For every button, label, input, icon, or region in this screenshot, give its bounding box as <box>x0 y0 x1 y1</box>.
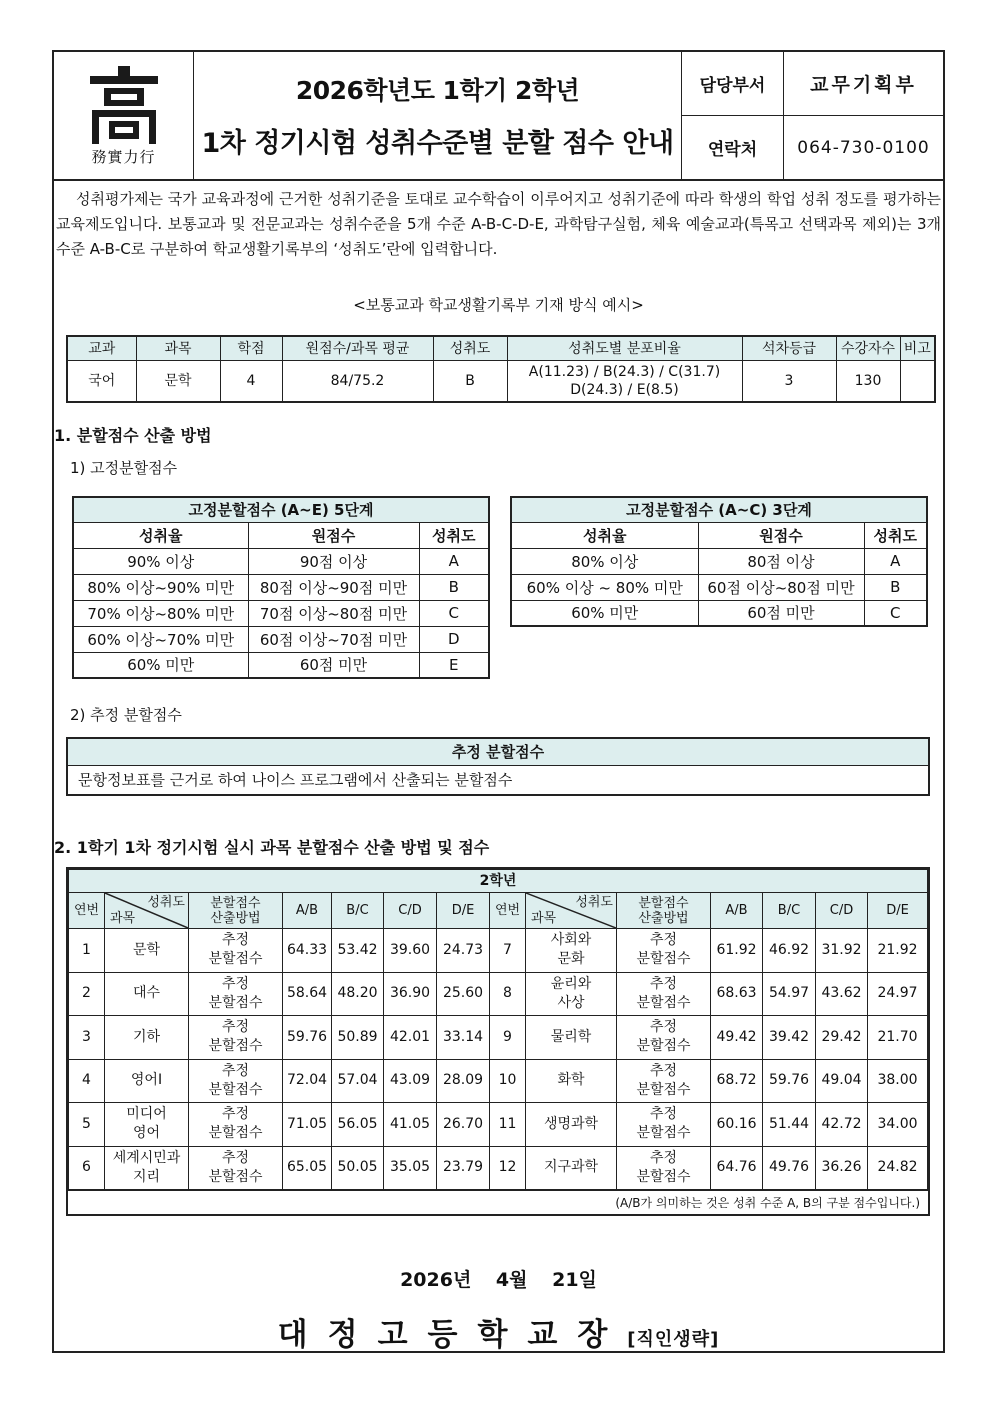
score-bc: 49.76 <box>763 1146 816 1190</box>
col-subject-achievement <box>105 893 189 929</box>
score-bc: 56.05 <box>332 1103 384 1147</box>
score-cd: 42.01 <box>384 1016 437 1060</box>
column-header: 성취율 <box>511 522 698 548</box>
method-cell <box>189 1103 283 1147</box>
document-frame <box>52 50 945 1353</box>
score-cd: 41.05 <box>384 1103 437 1147</box>
score-cd: 31.92 <box>816 929 868 973</box>
method-line-1: 추정 <box>649 932 678 949</box>
col-ab: A/B <box>283 893 332 929</box>
score-de: 25.60 <box>437 972 490 1016</box>
score-cd: 43.62 <box>816 972 868 1016</box>
subject-line-1: 세계시민과 <box>112 1149 181 1166</box>
method-line-2: 분할점수 <box>636 1081 691 1098</box>
table-row <box>73 626 489 652</box>
seal-note: [직인생략] <box>627 1329 720 1350</box>
score-cd: 36.90 <box>384 972 437 1016</box>
method-line-1: 추정 <box>221 975 250 992</box>
method-cell <box>617 929 711 973</box>
col-no: 연번 <box>69 893 105 929</box>
title-block <box>194 52 682 179</box>
score-ab: 60.16 <box>711 1103 763 1147</box>
cell: 80점 이상 <box>698 548 864 574</box>
method-line-2: 분할점수 <box>208 1125 263 1142</box>
subject-line-1: 물리학 <box>550 1028 592 1045</box>
col-cd: C/D <box>384 893 437 929</box>
principal-name: 대정고등학교장 <box>277 1317 628 1353</box>
header-cell: 교과 <box>67 336 136 360</box>
cell: 60% 미만 <box>73 652 248 678</box>
method-line-1: 추정 <box>649 975 678 992</box>
header-cell: 성취도별 분포비율 <box>507 336 742 360</box>
column-header: 성취도 <box>419 522 489 548</box>
method-line-2: 분할점수 <box>636 951 691 968</box>
subject-line-2: 영어 <box>132 1125 161 1142</box>
score-bc: 51.44 <box>763 1103 816 1147</box>
score-de: 24.82 <box>868 1146 928 1190</box>
cell: B <box>864 574 927 600</box>
method-cell <box>617 1059 711 1103</box>
method-line-1: 추정 <box>649 1019 678 1036</box>
score-cd: 35.05 <box>384 1146 437 1190</box>
score-bc: 53.42 <box>332 929 384 973</box>
score-cd: 29.42 <box>816 1016 868 1060</box>
score-ab: 68.72 <box>711 1059 763 1103</box>
score-body <box>69 929 928 1190</box>
score-bc: 46.92 <box>763 929 816 973</box>
distribution-cell <box>507 360 742 402</box>
method-header-line-1: 분할점수 <box>638 895 689 911</box>
subject-line-2: 지리 <box>132 1168 161 1185</box>
col-cd: C/D <box>816 893 868 929</box>
table-row <box>69 1103 928 1147</box>
example-data-row <box>67 360 935 402</box>
method-line-2: 분할점수 <box>208 951 263 968</box>
row-number: 3 <box>69 1016 105 1060</box>
score-cd: 43.09 <box>384 1059 437 1103</box>
estimated-description: 문항정보표를 근거로 하여 나이스 프로그램에서 산출되는 분할점수 <box>67 765 929 795</box>
subject-cell <box>105 1103 189 1147</box>
example-caption: <보통교과 학교생활기록부 기재 방식 예시> <box>353 296 644 314</box>
row-number: 5 <box>69 1103 105 1147</box>
method-cell <box>189 1059 283 1103</box>
method-cell <box>617 972 711 1016</box>
title-line-2: 1차 정기시험 성취수준별 분할 점수 안내 <box>201 128 674 159</box>
method-cell <box>189 929 283 973</box>
grade-label: 2학년 <box>69 870 928 893</box>
score-table <box>68 869 928 1190</box>
cell: 70% 이상~80% 미만 <box>73 600 248 626</box>
cell: 60점 이상~70점 미만 <box>248 626 419 652</box>
contact-row <box>682 116 943 179</box>
method-line-1: 추정 <box>221 1062 250 1079</box>
cell: 80% 이상~90% 미만 <box>73 574 248 600</box>
table-caption: 추정 분할점수 <box>67 738 929 765</box>
score-ab: 64.76 <box>711 1146 763 1190</box>
method-line-2: 분할점수 <box>208 1081 263 1098</box>
cell: B <box>433 360 507 402</box>
method-line-2: 분할점수 <box>208 1038 263 1055</box>
cell: 80점 이상~90점 미만 <box>248 574 419 600</box>
achievement-label: 성취도 <box>575 895 613 910</box>
dept-row <box>682 52 943 116</box>
fixed-3-table <box>510 496 928 627</box>
table-row <box>73 548 489 574</box>
table-row <box>69 1146 928 1190</box>
table-row <box>73 652 489 678</box>
row-number: 9 <box>490 1016 526 1060</box>
subject-cell <box>526 972 617 1016</box>
col-ab: A/B <box>711 893 763 929</box>
subject-cell <box>526 1103 617 1147</box>
header-cell: 수강자수 <box>836 336 900 360</box>
cell: E <box>419 652 489 678</box>
score-cd: 36.26 <box>816 1146 868 1190</box>
col-method <box>617 893 711 929</box>
method-line-1: 추정 <box>221 1019 250 1036</box>
cell: 60점 미만 <box>248 652 419 678</box>
score-de: 24.73 <box>437 929 490 973</box>
estimated-table <box>66 737 930 796</box>
score-bc: 50.05 <box>332 1146 384 1190</box>
col-method <box>189 893 283 929</box>
subject-line-1: 영어Ⅰ <box>130 1072 163 1089</box>
score-ab: 72.04 <box>283 1059 332 1103</box>
method-cell <box>189 1146 283 1190</box>
score-ab: 65.05 <box>283 1146 332 1190</box>
dist-line-2: D(24.3) / E(8.5) <box>570 381 679 398</box>
method-cell <box>617 1103 711 1147</box>
method-line-2: 분할점수 <box>636 1168 691 1185</box>
dist-line-1: A(11.23) / B(24.3) / C(31.7) <box>528 363 721 380</box>
subject-cell <box>526 1146 617 1190</box>
school-emblem-icon <box>84 64 164 144</box>
dept-value: 교무기획부 <box>810 74 917 96</box>
header <box>54 52 943 181</box>
subject-cell <box>105 1059 189 1103</box>
row-number: 8 <box>490 972 526 1016</box>
cell: A <box>419 548 489 574</box>
row-number: 1 <box>69 929 105 973</box>
score-de: 38.00 <box>868 1059 928 1103</box>
cell: 60점 미만 <box>698 600 864 626</box>
cell: 130 <box>836 360 900 402</box>
score-header-row <box>69 893 928 929</box>
subject-cell <box>526 929 617 973</box>
cell: 60% 이상 ~ 80% 미만 <box>511 574 698 600</box>
method-cell <box>189 1016 283 1060</box>
score-ab: 68.63 <box>711 972 763 1016</box>
fixed-5-table <box>72 496 490 679</box>
cell: 문학 <box>136 360 220 402</box>
table-row <box>69 1059 928 1103</box>
row-number: 7 <box>490 929 526 973</box>
cell: A <box>864 548 927 574</box>
method-cell <box>189 972 283 1016</box>
method-line-1: 추정 <box>649 1106 678 1123</box>
row-number: 11 <box>490 1103 526 1147</box>
score-ab: 61.92 <box>711 929 763 973</box>
method-cell <box>617 1016 711 1060</box>
dept-label: 담당부서 <box>682 52 784 115</box>
cell <box>900 360 935 402</box>
cell: 60% 미만 <box>511 600 698 626</box>
cell: 84/75.2 <box>282 360 433 402</box>
achievement-label: 성취도 <box>147 895 185 910</box>
score-bc: 54.97 <box>763 972 816 1016</box>
method-line-2: 분할점수 <box>636 994 691 1011</box>
subject-line-1: 생명과학 <box>543 1115 599 1132</box>
subject-cell <box>526 1016 617 1060</box>
contact-value: 064-730-0100 <box>797 137 930 158</box>
subsection-fixed-title: 1) 고정분할점수 <box>70 459 178 477</box>
method-line-1: 추정 <box>649 1149 678 1166</box>
school-logo <box>54 52 194 179</box>
subject-cell <box>105 929 189 973</box>
score-de: 23.79 <box>437 1146 490 1190</box>
principal-signature <box>54 1309 943 1354</box>
subject-line-2: 문화 <box>557 951 585 968</box>
score-de: 34.00 <box>868 1103 928 1147</box>
table-row <box>511 600 927 626</box>
score-de: 21.70 <box>868 1016 928 1060</box>
subject-cell <box>105 1146 189 1190</box>
subject-label: 과목 <box>531 911 557 926</box>
subject-line-2: 사상 <box>557 994 585 1011</box>
col-no: 연번 <box>490 893 526 929</box>
section-1-title: 1. 분할점수 산출 방법 <box>54 426 212 445</box>
score-de: 28.09 <box>437 1059 490 1103</box>
title-line-1: 2026학년도 1학기 2학년 <box>295 76 580 105</box>
cell: 80% 이상 <box>511 548 698 574</box>
score-de: 26.70 <box>437 1103 490 1147</box>
subject-line-1: 기하 <box>132 1028 161 1045</box>
subject-cell <box>105 1016 189 1060</box>
score-ab: 71.05 <box>283 1103 332 1147</box>
col-bc: B/C <box>332 893 384 929</box>
cell: C <box>419 600 489 626</box>
score-cd: 39.60 <box>384 929 437 973</box>
header-cell: 원점수/과목 평균 <box>282 336 433 360</box>
row-number: 12 <box>490 1146 526 1190</box>
subject-line-1: 문학 <box>132 941 161 958</box>
method-line-2: 분할점수 <box>636 1125 691 1142</box>
col-de: D/E <box>868 893 928 929</box>
subject-cell <box>105 972 189 1016</box>
cell: B <box>419 574 489 600</box>
table-row <box>511 574 927 600</box>
subject-line-1: 대수 <box>132 985 161 1002</box>
header-cell: 비고 <box>900 336 935 360</box>
contact-info <box>682 52 943 179</box>
col-de: D/E <box>437 893 490 929</box>
method-line-1: 추정 <box>221 932 250 949</box>
cell: 국어 <box>67 360 136 402</box>
score-bc: 48.20 <box>332 972 384 1016</box>
score-bc: 50.89 <box>332 1016 384 1060</box>
score-bc: 59.76 <box>763 1059 816 1103</box>
score-note: (A/B가 의미하는 것은 성취 수준 A, B의 구분 점수입니다.) <box>68 1190 928 1214</box>
score-ab: 49.42 <box>711 1016 763 1060</box>
table-row <box>69 972 928 1016</box>
method-header-line-1: 분할점수 <box>210 895 261 911</box>
subject-line-1: 지구과학 <box>543 1159 599 1176</box>
col-subject-achievement <box>526 893 617 929</box>
cell: 4 <box>220 360 282 402</box>
subsection-estimated-title: 2) 추정 분할점수 <box>70 706 182 724</box>
score-de: 24.97 <box>868 972 928 1016</box>
table-caption: 고정분할점수 (A~E) 5단계 <box>73 497 489 522</box>
col-bc: B/C <box>763 893 816 929</box>
method-line-2: 분할점수 <box>208 1168 263 1185</box>
example-header-row <box>67 336 935 360</box>
subject-line-1: 사회와 <box>550 932 592 949</box>
row-number: 6 <box>69 1146 105 1190</box>
method-line-1: 추정 <box>221 1106 250 1123</box>
score-de: 33.14 <box>437 1016 490 1060</box>
score-cd: 49.04 <box>816 1059 868 1103</box>
table-row <box>73 574 489 600</box>
cell: 90% 이상 <box>73 548 248 574</box>
column-header: 원점수 <box>248 522 419 548</box>
method-header-line-2: 산출방법 <box>210 910 261 926</box>
method-line-1: 추정 <box>649 1062 678 1079</box>
contact-label: 연락처 <box>682 116 784 179</box>
method-line-1: 추정 <box>221 1149 250 1166</box>
method-header-line-2: 산출방법 <box>638 910 689 926</box>
issue-date: 2026년 4월 21일 <box>400 1269 597 1291</box>
column-header: 원점수 <box>698 522 864 548</box>
score-ab: 64.33 <box>283 929 332 973</box>
cell: 70점 이상~80점 미만 <box>248 600 419 626</box>
method-cell <box>617 1146 711 1190</box>
subject-line-1: 윤리와 <box>550 975 592 992</box>
subject-line-1: 화학 <box>557 1072 585 1089</box>
score-table-container <box>66 867 930 1216</box>
table-row <box>69 1016 928 1060</box>
table-caption: 고정분할점수 (A~C) 3단계 <box>511 497 927 522</box>
header-cell: 과목 <box>136 336 220 360</box>
score-ab: 59.76 <box>283 1016 332 1060</box>
table-row <box>69 929 928 973</box>
score-ab: 58.64 <box>283 972 332 1016</box>
method-line-2: 분할점수 <box>208 994 263 1011</box>
subject-cell <box>526 1059 617 1103</box>
example-table <box>66 335 936 403</box>
section-2-title: 2. 1학기 1차 정기시험 실시 과목 분할점수 산출 방법 및 점수 <box>54 838 490 857</box>
score-de: 21.92 <box>868 929 928 973</box>
school-motto: 務實力行 <box>91 148 156 166</box>
header-cell: 성취도 <box>433 336 507 360</box>
intro-paragraph: 성취평가제는 국가 교육과정에 근거한 성취기준을 토대로 교수학습이 이루어지고 성취기준에 따라 학생의 학업 성취 정도를 평가하는 교육제도입니다. 보통교과 및 전문교과는 성취수준을 5개 수준 A-B-C-D-E, 과학탐구실험, 체육 예술교과(특목고 선택과목 제외)는 3개 수준 A-B-C로 구분하여 학교생활기록부의 ‘성취도’란에 입력합니다. <box>56 190 941 258</box>
header-cell: 학점 <box>220 336 282 360</box>
score-cd: 42.72 <box>816 1103 868 1147</box>
row-number: 2 <box>69 972 105 1016</box>
cell: C <box>864 600 927 626</box>
cell: 60점 이상~80점 미만 <box>698 574 864 600</box>
method-line-2: 분할점수 <box>636 1038 691 1055</box>
row-number: 10 <box>490 1059 526 1103</box>
row-number: 4 <box>69 1059 105 1103</box>
cell: 3 <box>742 360 836 402</box>
table-row <box>511 548 927 574</box>
cell: D <box>419 626 489 652</box>
table-row <box>73 600 489 626</box>
score-bc: 39.42 <box>763 1016 816 1060</box>
subject-label: 과목 <box>110 911 136 926</box>
header-cell: 석차등급 <box>742 336 836 360</box>
subject-line-1: 미디어 <box>126 1106 167 1123</box>
cell: 90점 이상 <box>248 548 419 574</box>
score-bc: 57.04 <box>332 1059 384 1103</box>
column-header: 성취율 <box>73 522 248 548</box>
cell: 60% 이상~70% 미만 <box>73 626 248 652</box>
column-header: 성취도 <box>864 522 927 548</box>
